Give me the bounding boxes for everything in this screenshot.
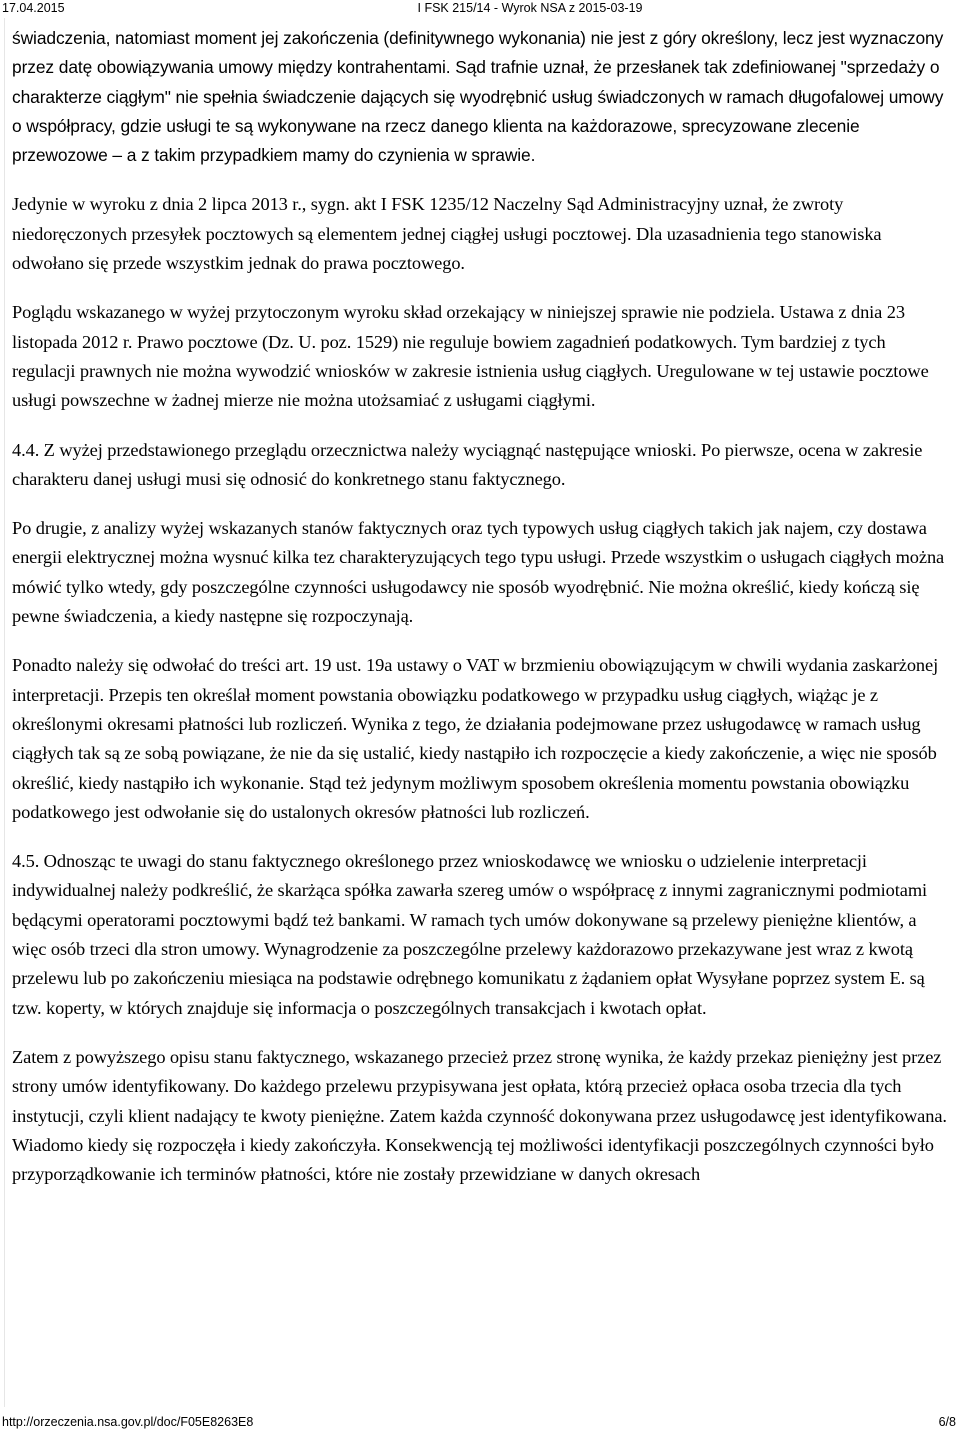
paragraph-1: świadczenia, natomiast moment jej zakończenia (definitywnego wykonania) nie jest z góry określony, lecz jest wyznaczony przez datę obowiązywania umowy między kontrahentami. Sąd trafnie uznał, że przesłanek tak zdefiniowanej "sprzedaży o charakterze ciągłym" nie spełnia świadczenie dających się wyodrębnić usług świadczonych w ramach długofalowej umowy o współpracy, gdzie usługi te są wykonywane na rzecz danego klienta na każdorazowe, sprecyzowane zlecenie przewozowe – a z takim przypadkiem mamy do czynienia w sprawie. <box>12 28 944 166</box>
print-date: 17.04.2015 <box>2 1 65 15</box>
paragraph-8: Zatem z powyższego opisu stanu faktycznego, wskazanego przecież przez stronę wynika, że każdy przekaz pieniężny jest przez strony umów identyfikowany. Do każdego przelewu przypisywana jest opłata, którą przecież opłaca osoba trzecia dla tych instytucji, czyli klient nadający te kwoty pieniężne. Zatem każda czynność dokonywana przez usługodawcę jest identyfikowana. Wiadomo kiedy się rozpoczęła i kiedy zakończyła. Konsekwencją tej możliwości identyfikacji poszczególnych czynności było przyporządkowanie ich terminów płatności, które nie zostały przewidziane w danych okresach <box>12 1046 947 1185</box>
paragraph-3: Poglądu wskazanego w wyżej przytoczonym wyroku skład orzekający w niniejszej sprawie nie podziela. Ustawa z dnia 23 listopada 2012 r. Prawo pocztowe (Dz. U. poz. 1529) nie reguluje bowiem zagadnień podatkowych. Tym bardziej z tych regulacji prawnych nie można wywodzić wniosków w zakresie istnienia usług ciągłych. Uregulowane w tej ustawie pocztowe usługi powszechne w żadnej mierze nie można utożsamiać z usługami ciągłymi. <box>12 302 929 411</box>
page-header <box>0 0 960 16</box>
document-title: I FSK 215/14 - Wyrok NSA z 2015-03-19 <box>417 1 643 15</box>
page-footer <box>0 1413 960 1431</box>
paragraph-5: Po drugie, z analizy wyżej wskazanych stanów faktycznych oraz tych typowych usług ciągłych takich jak najem, czy dostawa energii elektrycznej można wysnuć kilka tez charakteryzujących tego typu usługi. Przede wszystkim o usługach ciągłych można mówić tylko wtedy, gdy poszczególne czynności usługodawcy nie sposób wyodrębnić. Nie można określić, kiedy kończą się pewne świadczenia, a kiedy następne się rozpoczynają. <box>12 518 945 627</box>
page-number: 6/8 <box>938 1415 956 1429</box>
paragraph-6: Ponadto należy się odwołać do treści art. 19 ust. 19a ustawy o VAT w brzmieniu obowiązującym w chwili wydania zaskarżonej interpretacji. Przepis ten określał moment powstania obowiązku podatkowego w przypadku usług ciągłych, wiążąc je z określonymi okresami płatności lub rozliczeń. Wynika z tego, że działania podejmowane przez usługodawcę w ramach usług ciągłych tak są ze sobą powiązane, że nie da się ustalić, kiedy nastąpiło ich rozpoczęcie a kiedy zakończenie, a więc nie sposób określić, kiedy nastąpiło ich wykonanie. Stąd też jedynym możliwym sposobem określenia momentu powstania obowiązku podatkowego jest odwołanie się do ustalonych okresów płatności lub rozliczeń. <box>12 655 939 822</box>
source-url: http://orzeczenia.nsa.gov.pl/doc/F05E8263E8 <box>2 1415 254 1429</box>
paragraph-4: 4.4. Z wyżej przedstawionego przeglądu orzecznictwa należy wyciągnąć następujące wnioski. Po pierwsze, ocena w zakresie charakteru danej usługi musi się odnosić do konkretnego stanu faktycznego. <box>12 439 923 489</box>
document-body <box>12 24 952 1209</box>
margin-line <box>4 18 5 1407</box>
paragraph-2: Jedynie w wyroku z dnia 2 lipca 2013 r., sygn. akt I FSK 1235/12 Naczelny Sąd Administracyjny uznał, że zwroty niedoręczonych przesyłek pocztowych są elementem jednej ciągłej usługi pocztowej. Dla uzasadnienia tego stanowiska odwołano się przede wszystkim jednak do prawa pocztowego. <box>12 194 882 274</box>
paragraph-7: 4.5. Odnosząc te uwagi do stanu faktycznego określonego przez wnioskodawcę we wniosku o udzielenie interpretacji indywidualnej należy podkreślić, że skarżąca spółka zawarła szereg umów o współpracę z innymi zagranicznymi podmiotami będącymi operatorami pocztowymi bądź też bankami. W ramach tych umów dokonywane są przelewy pieniężne klientów, a więc osób trzeci dla stron umowy. Wynagrodzenie za poszczególne przelewy każdorazowo przekazywane jest wraz z kwotą przelewu lub po zakończeniu miesiąca na podstawie odrębnego komunikatu z żądaniem opłat Wysyłane poprzez system E. są tzw. koperty, w których znajduje się informacja o poszczególnych transakcjach i kwotach opłat. <box>12 851 928 1018</box>
